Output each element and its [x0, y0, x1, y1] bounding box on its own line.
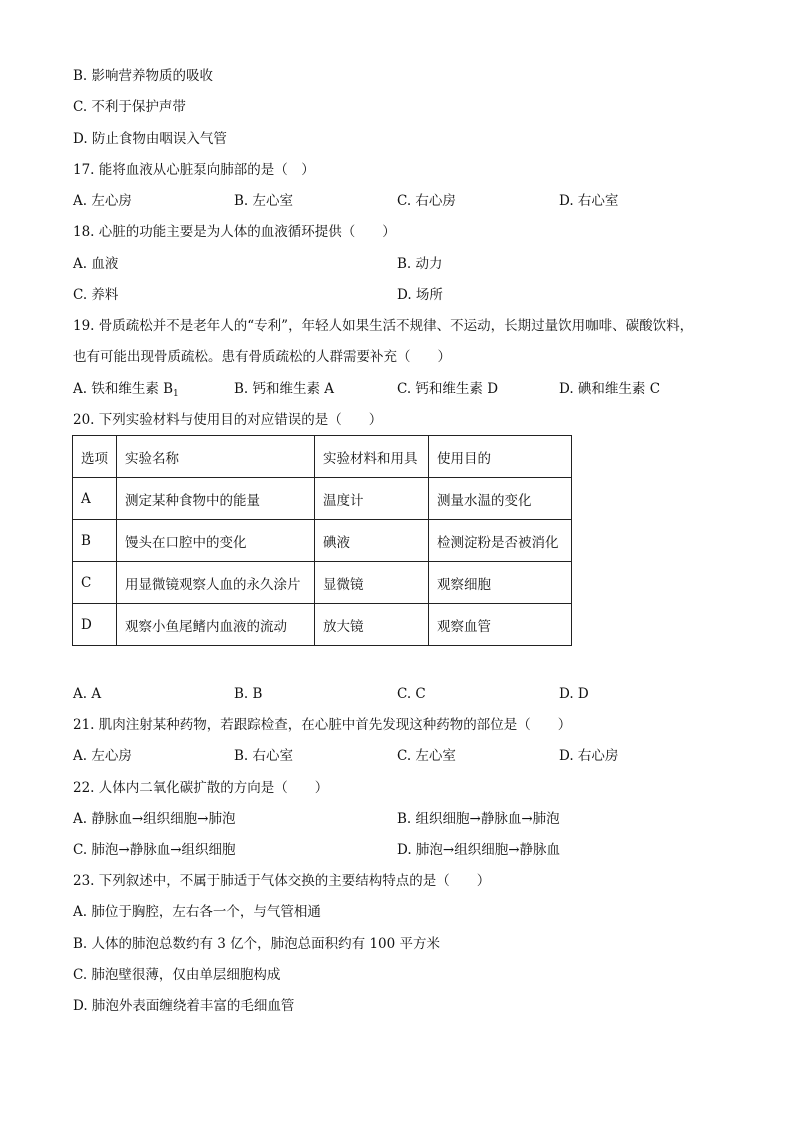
q20-stem: 20. 下列实验材料与使用目的对应错误的是（ ） [73, 412, 383, 428]
q19-option-a-subscript: 1 [173, 389, 179, 399]
q22-option-c: C. 肺泡→静脉血→组织细胞 [73, 842, 236, 858]
q18-option-a: A. 血液 [73, 256, 119, 272]
table-row [73, 478, 572, 520]
q21-option-a: A. 左心房 [73, 748, 132, 764]
q21-option-c: C. 左心室 [397, 748, 456, 764]
q17-option-a: A. 左心房 [73, 193, 132, 209]
table-cell: 测定某种食物中的能量 [117, 478, 315, 520]
q19-option-a [73, 380, 179, 403]
table-header-row [73, 436, 572, 478]
q19-stem-line2: 也有可能出现骨质疏松。患有骨质疏松的人群需要补充（ ） [73, 349, 451, 365]
table-cell: 放大镜 [315, 604, 429, 646]
q19-option-d: D. 碘和维生素 C [559, 381, 661, 397]
q20-option-a: A. A [73, 686, 102, 702]
q17-stem: 17. 能将血液从心脏泵向肺部的是（ ） [73, 162, 315, 178]
q21-option-d: D. 右心房 [559, 748, 619, 764]
q21-option-b: B. 右心室 [234, 748, 294, 764]
table-cell: D [73, 604, 117, 646]
q19-option-c: C. 钙和维生素 D [397, 381, 499, 397]
table-cell: B [73, 520, 117, 562]
q16-option-b: B. 影响营养物质的吸收 [73, 68, 214, 84]
table-row [73, 520, 572, 562]
q20-option-d: D. D [559, 686, 589, 702]
table-cell: 观察细胞 [429, 562, 572, 604]
q18-stem: 18. 心脏的功能主要是为人体的血液循环提供（ ） [73, 224, 396, 240]
q19-stem-line1: 19. 骨质疏松并不是老年人的“专利”，年轻人如果生活不规律、不运动，长期过量饮用咖啡、碳酸饮料， [73, 318, 694, 334]
table-header-cell: 使用目的 [429, 436, 572, 478]
q22-stem: 22. 人体内二氧化碳扩散的方向是（ ） [73, 780, 329, 796]
q19-option-a-text: A. 铁和维生素 B [73, 381, 174, 397]
q17-option-b: B. 左心室 [234, 193, 294, 209]
table-cell: 测量水温的变化 [429, 478, 572, 520]
q23-stem: 23. 下列叙述中，不属于肺适于气体交换的主要结构特点的是（ ） [73, 873, 491, 889]
table-row [73, 604, 572, 646]
q23-option-c: C. 肺泡壁很薄，仅由单层细胞构成 [73, 967, 281, 983]
table-header-cell: 实验材料和用具 [315, 436, 429, 478]
q23-option-b: B. 人体的肺泡总数约有 3 亿个，肺泡总面积约有 100 平方米 [73, 936, 441, 952]
table-row [73, 562, 572, 604]
q16-option-c: C. 不利于保护声带 [73, 99, 186, 115]
table-header-cell: 实验名称 [117, 436, 315, 478]
q22-option-d: D. 肺泡→组织细胞→静脉血 [397, 842, 561, 858]
table-cell: 观察血管 [429, 604, 572, 646]
q18-option-c: C. 养料 [73, 287, 119, 303]
q22-option-a: A. 静脉血→组织细胞→肺泡 [73, 811, 236, 827]
experiment-table [72, 435, 572, 646]
q19-option-b: B. 钙和维生素 A [234, 381, 335, 397]
table-cell: 碘液 [315, 520, 429, 562]
table-cell: 温度计 [315, 478, 429, 520]
table-cell: C [73, 562, 117, 604]
q21-stem: 21. 肌肉注射某种药物，若跟踪检查，在心脏中首先发现这种药物的部位是（ ） [73, 717, 572, 733]
table-cell: 观察小鱼尾鳍内血液的流动 [117, 604, 315, 646]
q17-option-c: C. 右心房 [397, 193, 456, 209]
table-cell: 显微镜 [315, 562, 429, 604]
table-cell: A [73, 478, 117, 520]
table-cell: 用显微镜观察人血的永久涂片 [117, 562, 315, 604]
q18-option-d: D. 场所 [397, 287, 443, 303]
q22-option-b: B. 组织细胞→静脉血→肺泡 [397, 811, 560, 827]
q23-option-a: A. 肺位于胸腔，左右各一个，与气管相通 [73, 904, 321, 920]
table-header-cell: 选项 [73, 436, 117, 478]
q16-option-d: D. 防止食物由咽误入气管 [73, 131, 227, 147]
q17-option-d: D. 右心室 [559, 193, 619, 209]
table-cell: 检测淀粉是否被消化 [429, 520, 572, 562]
table-cell: 馒头在口腔中的变化 [117, 520, 315, 562]
q20-option-c: C. C [397, 686, 426, 702]
q20-option-b: B. B [234, 686, 263, 702]
q18-option-b: B. 动力 [397, 256, 443, 272]
q23-option-d: D. 肺泡外表面缠绕着丰富的毛细血管 [73, 998, 295, 1014]
